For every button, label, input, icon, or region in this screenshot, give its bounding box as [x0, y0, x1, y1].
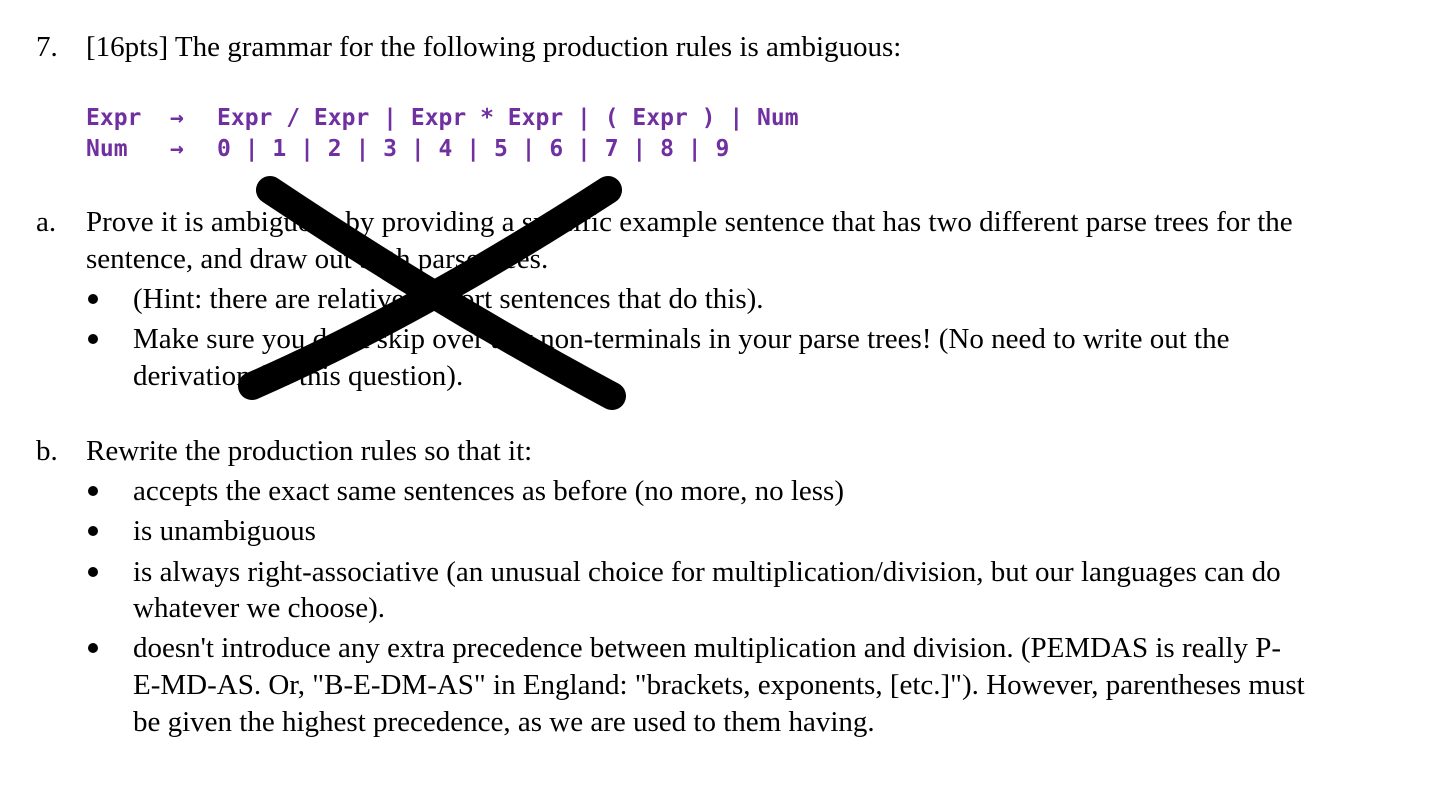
part-b-label: b.	[36, 435, 58, 467]
part-b-bullet-text: whatever we choose).	[133, 592, 386, 624]
grammar-line2-lhs: Num	[86, 136, 128, 162]
part-a-text-line: Prove it is ambiguous by providing a specific example sentence that has two different parse trees for the	[86, 206, 1293, 238]
bullet-dot	[88, 334, 98, 344]
grammar-line1-rhs: Expr / Expr | Expr * Expr | ( Expr ) | Num	[217, 105, 799, 131]
bullet-dot	[88, 486, 98, 496]
grammar-line1-arrow: →	[170, 105, 184, 131]
grammar-line2-arrow: →	[170, 136, 184, 162]
question-number: 7.	[36, 31, 58, 63]
bullet-dot	[88, 643, 98, 653]
bullet-dot	[88, 526, 98, 536]
part-b-bullet-text: is unambiguous	[133, 515, 316, 547]
question-header: [16pts] The grammar for the following production rules is ambiguous:	[86, 31, 902, 63]
part-b-bullet-text: doesn't introduce any extra precedence between multiplication and division. (PEMDAS is really P-	[133, 632, 1282, 664]
part-b-bullet-text: E-MD-AS. Or, "B-E-DM-AS" in England: "brackets, exponents, [etc.]"). However, parentheses must	[133, 669, 1305, 701]
part-a-label: a.	[36, 206, 57, 238]
bullet-dot	[88, 294, 98, 304]
part-a-bullet-text: (Hint: there are relatively short sentences that do this).	[133, 283, 764, 315]
part-a-text-line: sentence, and draw out both parse trees.	[86, 243, 549, 275]
grammar-line1-lhs: Expr	[86, 105, 142, 131]
part-a-bullet-text: Make sure you don't skip over any non-terminals in your parse trees! (No need to write out the	[133, 323, 1230, 355]
part-b-bullet-text: accepts the exact same sentences as before (no more, no less)	[133, 475, 844, 507]
bullet-dot	[88, 567, 98, 577]
part-a-bullet-text: derivation for this question).	[133, 360, 464, 392]
part-b-bullet-text: is always right-associative (an unusual choice for multiplication/division, but our languages can do	[133, 556, 1281, 588]
part-b-intro: Rewrite the production rules so that it:	[86, 435, 533, 467]
grammar-line2-rhs: 0 | 1 | 2 | 3 | 4 | 5 | 6 | 7 | 8 | 9	[217, 136, 730, 162]
part-b-bullet-text: be given the highest precedence, as we are used to them having.	[133, 706, 875, 738]
